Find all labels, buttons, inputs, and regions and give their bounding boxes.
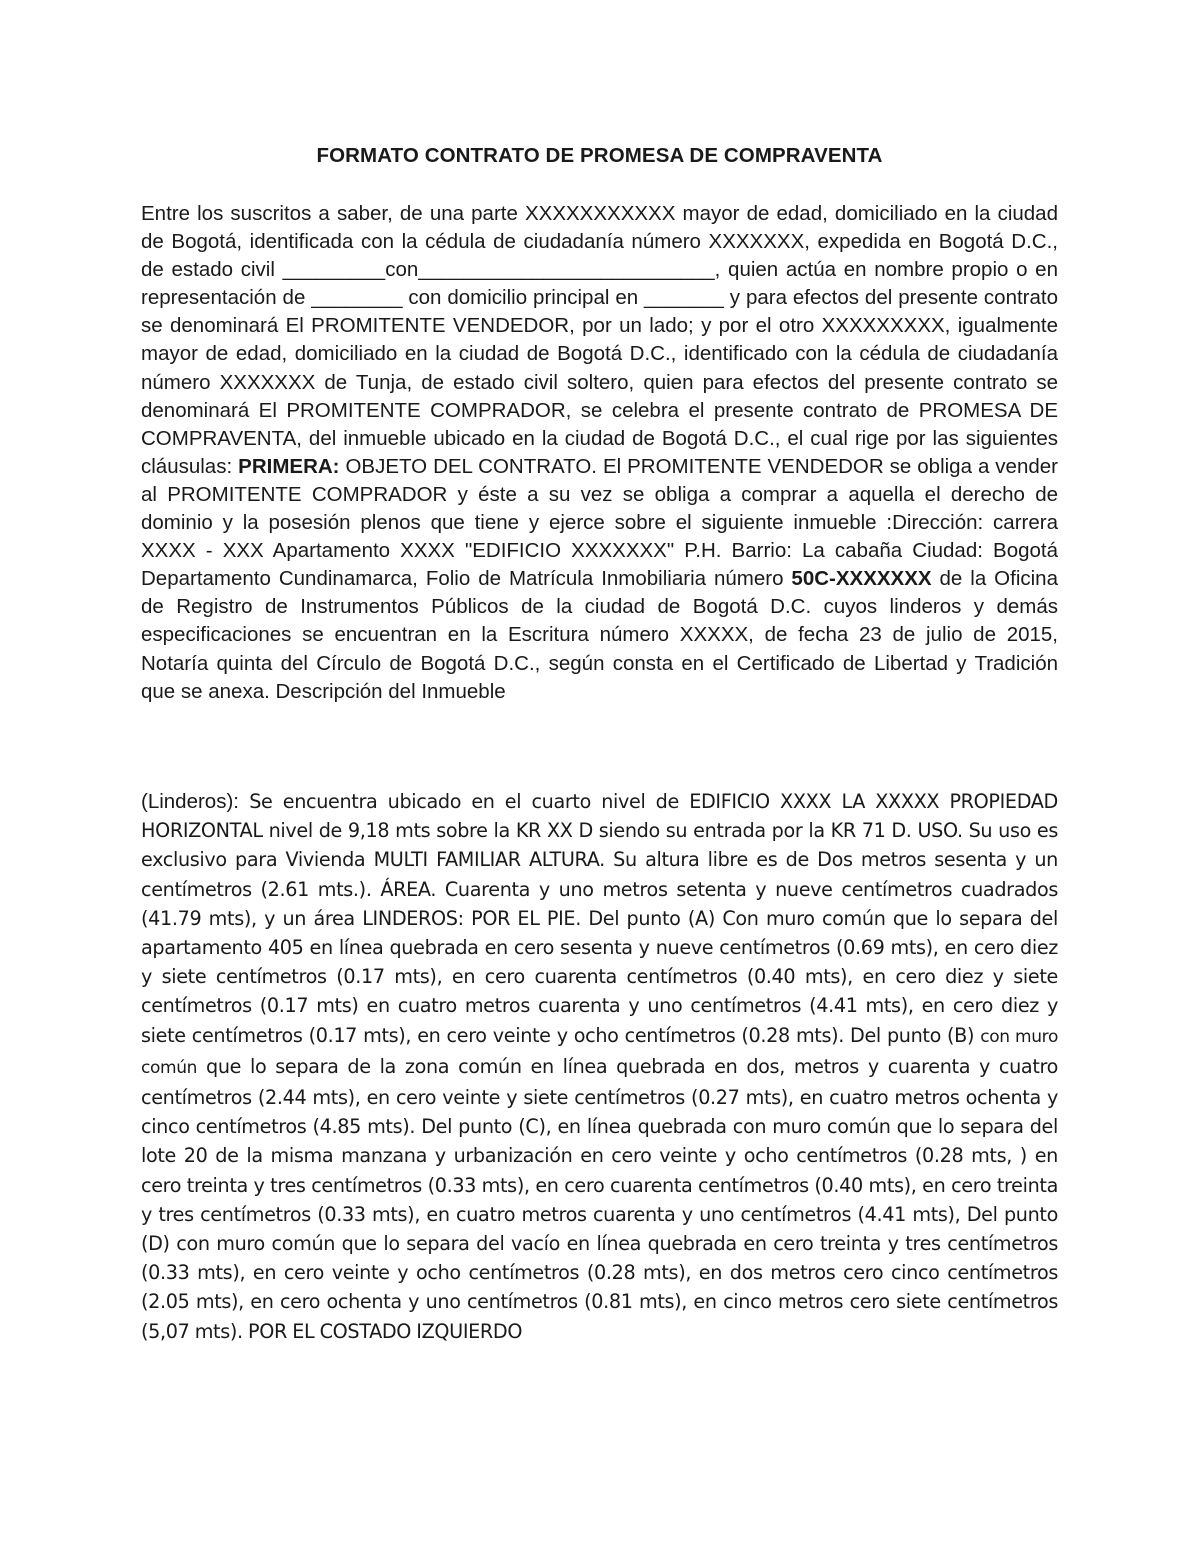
linderos-small-text: con muro común [141, 1026, 1058, 1078]
linderos-text-a: Se encuentra ubicado en el cuarto nivel de EDIFICIO XXXX LA XXXXX PROPIEDAD HORIZONTAL nivel de 9,18 mts sobre la KR XX D siendo su entrada por la KR 71 D. USO. Su uso es exclusivo para Vivienda MULTI FAMILIAR ALTURA. Su altura libre es de Dos metros sesenta y un centímetros (2.61 mts.). ÁREA. Cuarenta y uno metros setenta y nueve centímetros cuadrados (41.79 mts), y un área LINDEROS: POR EL PIE. Del punto (A) Con muro común que lo separa del apartamento 405 en línea quebrada en cero sesenta y nueve centímetros (0.69 mts), en cero diez y siete centímetros (0.17 mts), en cero cuarenta centímetros (0.40 mts), en cero diez y siete centímetros (0.17 mts) en cuatro metros cuarenta y uno centímetros (4.41 mts), en cero diez y siete centímetros (0.17 mts), en cero veinte y ocho centímetros (0.28 mts). Del punto (B) [141, 790, 1058, 1047]
clause-primera-tail: de la Oficina de Registro de Instrumentos Públicos de la ciudad de Bogotá D.C. cuyos linderos y demás especificaciones se encuentran en la Escritura número XXXXX, de fecha 23 de julio de 2015, Notaría quinta del Círculo de Bogotá D.C., según consta en el Certificado de Libertad y Tradición que se anexa. Descripción del Inmueble [141, 567, 1058, 703]
folio-number: 50C-XXXXXXX [791, 567, 932, 591]
clause-primera-label: PRIMERA: [238, 454, 340, 478]
document-title: FORMATO CONTRATO DE PROMESA DE COMPRAVENTA [316, 144, 883, 167]
linderos-text-b: que lo separa de la zona común en línea quebrada en dos, metros y cuarenta y cuatro centímetros (2.44 mts), en cero veinte y siete centímetros (0.27 mts), en cuatro metros ochenta y cinco centímetros (4.85 mts). Del punto (C), en línea quebrada con muro común que lo separa del lote 20 de la misma manzana y urbanización en cero veinte y ocho centímetros (0.28 mts, ) en cero treinta y tres centímetros (0.33 mts), en cero cuarenta centímetros (0.40 mts), en cero treinta y tres centímetros (0.33 mts), en cuatro metros cuarenta y uno centímetros (4.41 mts), Del punto (D) con muro común que lo separa del vacío en línea quebrada en cero treinta y tres centímetros (0.33 mts), en cero veinte y ocho centímetros (0.28 mts), en dos metros cero cinco centímetros (2.05 mts), en cero ochenta y uno centímetros (0.81 mts), en cinco metros cero siete centímetros (5,07 mts). POR EL COSTADO IZQUIERDO [141, 1054, 1058, 1343]
paragraph-linderos [141, 787, 1058, 1346]
paragraph-parties-and-first-clause [141, 200, 1058, 706]
linderos-label: (Linderos): [141, 790, 239, 813]
clause-primera-text: OBJETO DEL CONTRATO. El PROMITENTE VENDEDOR se obliga a vender al PROMITENTE COMPRADOR y éste a su vez se obliga a comprar a aquella el derecho de dominio y la posesión plenos que tiene y ejerce sobre el siguiente inmueble :Dirección: carrera XXXX - XXX Apartamento XXXX "EDIFICIO XXXXXXX" P.H. Barrio: La cabaña Ciudad: Bogotá Departamento Cundinamarca, Folio de Matrícula Inmobiliaria número [141, 454, 1058, 591]
parties-text: Entre los suscritos a saber, de una parte XXXXXXXXXXX mayor de edad, domiciliado en la ciudad de Bogotá, identificada con la cédula de ciudadanía número XXXXXXX, expedida en Bogotá D.C., de estado civil _________con__________________________, quien actúa en nombre propio o en representación de ________ con domicilio principal en _______ y para efectos del presente contrato se denominará El PROMITENTE VENDEDOR, por un lado; y por el otro XXXXXXXXX, igualmente mayor de edad, domiciliado en la ciudad de Bogotá D.C., identificado con la cédula de ciudadanía número XXXXXXX de Tunja, de estado civil soltero, quien para efectos del presente contrato se denominará El PROMITENTE COMPRADOR, se celebra el presente contrato de PROMESA DE COMPRAVENTA, del inmueble ubicado en la ciudad de Bogotá D.C., el cual rige por las siguientes cláusulas: [141, 202, 1058, 478]
